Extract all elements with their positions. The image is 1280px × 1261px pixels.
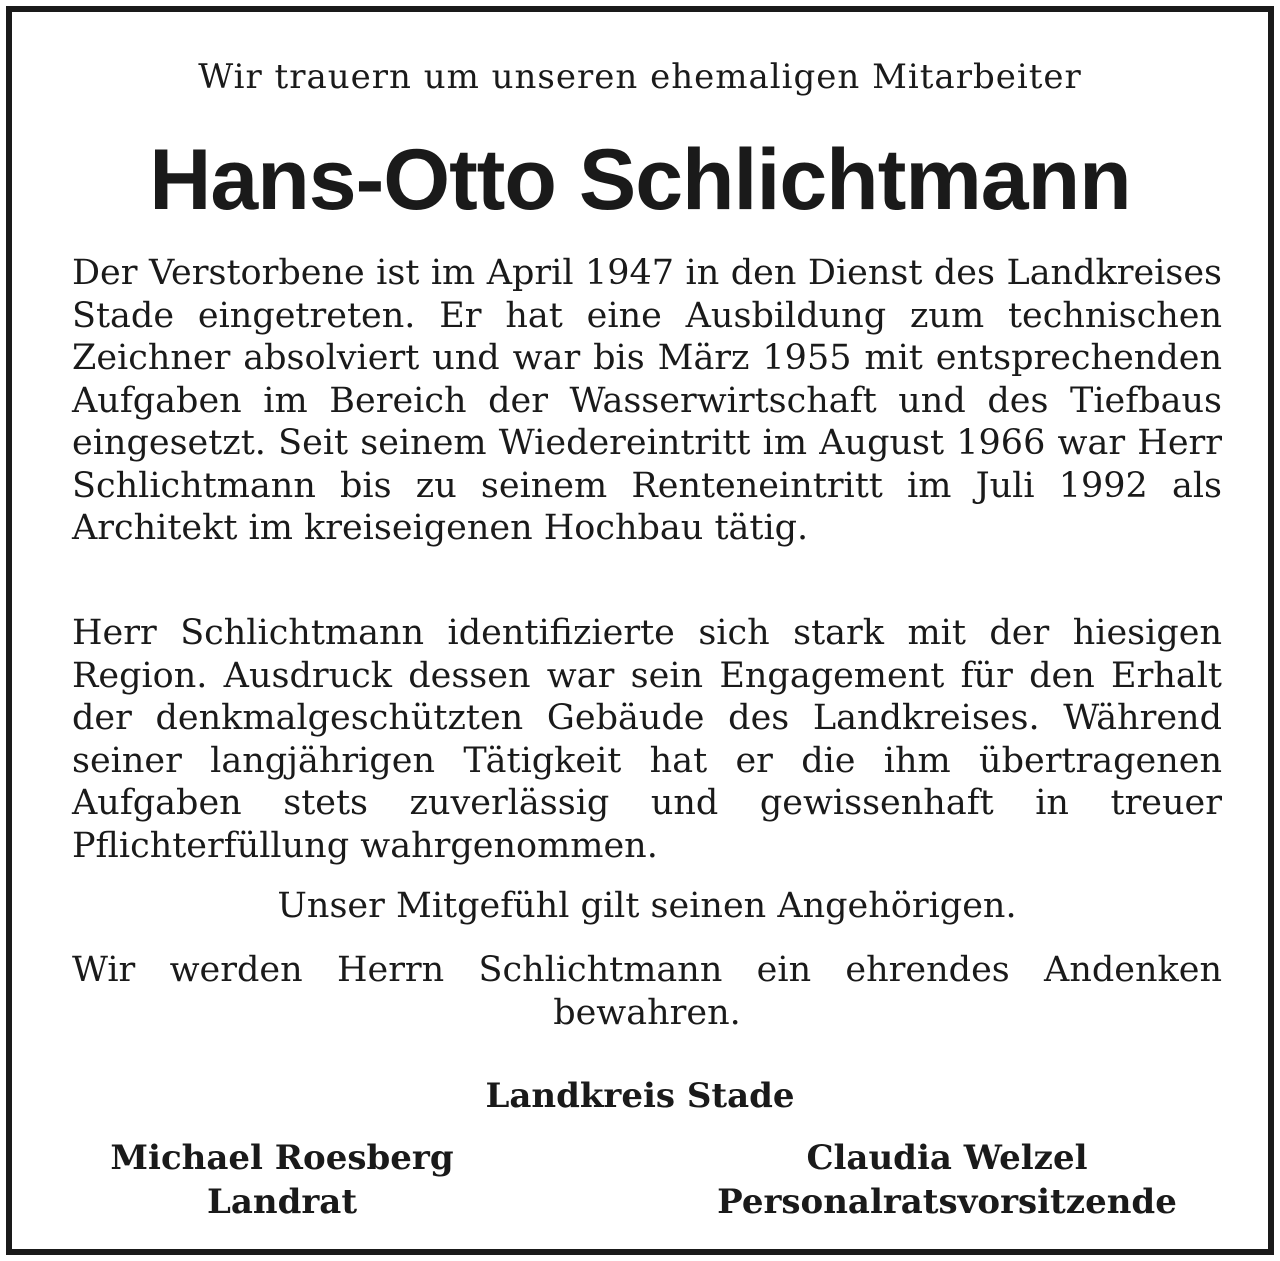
sympathy-line: Unser Mitgefühl gilt seinen Angehörigen. xyxy=(277,886,1017,926)
signatory-left xyxy=(52,1136,512,1224)
memory-line: Wir werden Herrn Schlichtmann ein ehrendes Andenken bewahren. xyxy=(72,950,1222,1033)
obituary-notice xyxy=(6,6,1274,1255)
signatory-role: Personalratsvorsitzende xyxy=(717,1182,1177,1222)
intro-line: Wir trauern um unseren ehemaligen Mitarbeiter xyxy=(198,57,1082,97)
deceased-name: Hans-Otto Schlichtmann xyxy=(149,132,1131,228)
biography-paragraph: Der Verstorbene ist im April 1947 in den Dienst des Landkreises Stade eingetreten. Er hat eine Ausbildung zum technischen Zeichner absolviert und war bis März 1955 mit entsprechenden Aufgaben im Bereich der Wasserwirtschaft und des Tiefbaus eingesetzt. Seit seinem Wiedereintritt im August 1966 war Herr Schlichtmann bis zu seinem Renteneintritt im Juli 1992 als Architekt im kreiseigenen Hochbau tätig. xyxy=(72,253,1222,548)
signatory-right xyxy=(652,1136,1242,1224)
organization-name: Landkreis Stade xyxy=(485,1076,795,1116)
signatory-name: Michael Roesberg xyxy=(110,1138,454,1178)
signatory-name: Claudia Welzel xyxy=(806,1138,1088,1178)
signatory-role: Landrat xyxy=(206,1182,358,1222)
tribute-paragraph: Herr Schlichtmann identifizierte sich stark mit der hiesigen Region. Ausdruck dessen war sein Engagement für den Erhalt der denkmalgeschützten Gebäude des Landkreises. Während seiner langjährigen Tätigkeit hat er die ihm übertragenen Aufgaben stets zuverlässig und gewissenhaft in treuer Pflichterfüllung wahrgenommen. xyxy=(72,613,1222,866)
